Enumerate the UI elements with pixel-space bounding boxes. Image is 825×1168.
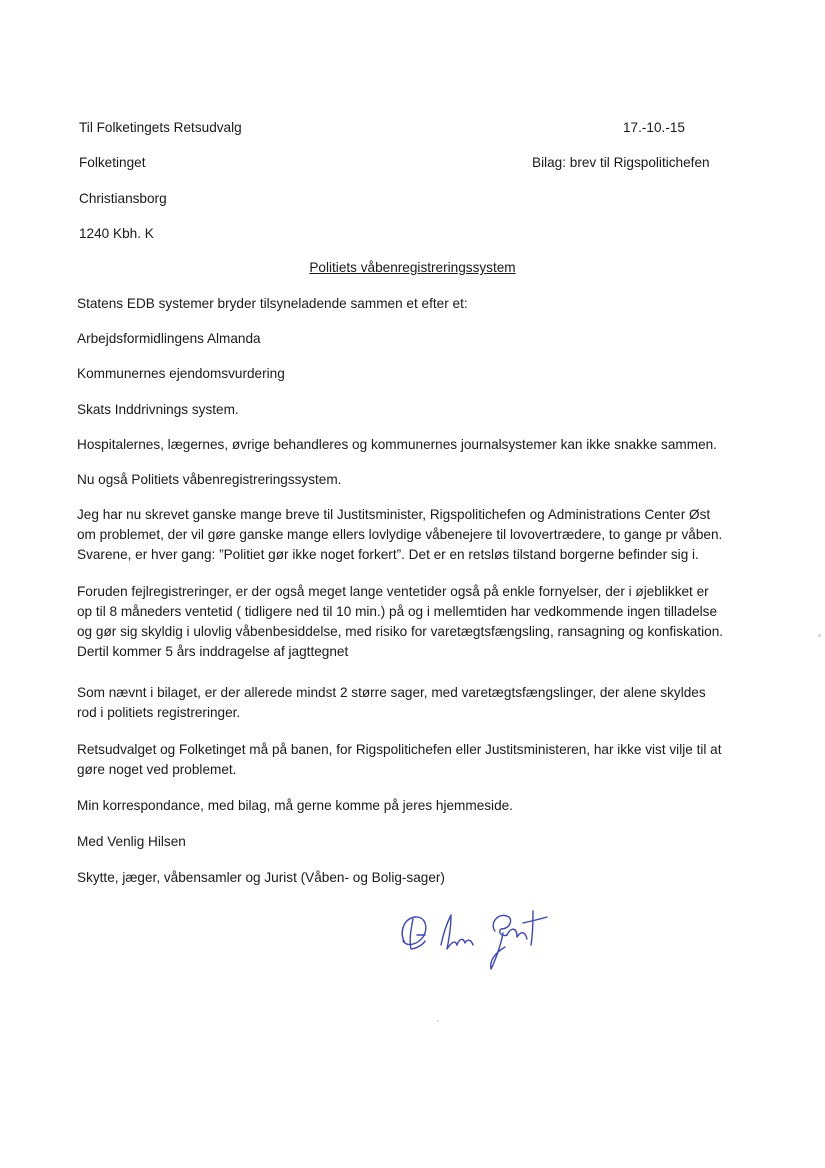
paragraph-3 xyxy=(77,364,757,384)
paragraph-line: gøre noget ved problemet. xyxy=(77,762,237,777)
paragraph-line: Jeg har nu skrevet ganske mange breve til Justitsminister, Rigspolitichefen og Administrations Center Øst xyxy=(77,507,711,522)
paragraph-line: Arbejdsformidlingens Almanda xyxy=(77,331,261,346)
recipient-line-1: Til Folketingets Retsudvalg xyxy=(79,120,242,135)
paragraph-line: op til 8 måneders ventetid ( tidligere ned til 10 min.) på og i mellemtiden har vedkommende ingen tilladelse xyxy=(77,604,718,619)
paragraph-line: Retsudvalget og Folketinget må på banen, for Rigspolitichefen eller Justitsministeren, har ikke vist vilje til at xyxy=(77,742,722,757)
closing-salutation xyxy=(77,832,757,852)
paragraph-line: Nu også Politiets våbenregistreringssystem. xyxy=(77,472,342,487)
sender-title xyxy=(77,868,757,888)
paragraph-line: Kommunernes ejendomsvurdering xyxy=(77,366,285,381)
attachment-note: Bilag: brev til Rigspolitichefen xyxy=(532,155,710,170)
paragraph-10 xyxy=(77,740,757,780)
paragraph-line: Dertil kommer 5 års inddragelse af jagttegnet xyxy=(77,644,349,659)
recipient-line-4: 1240 Kbh. K xyxy=(79,226,154,241)
paragraph-1 xyxy=(77,294,757,314)
closing-line: Med Venlig Hilsen xyxy=(77,834,186,849)
paragraph-line: rod i politiets registreringer. xyxy=(77,705,241,720)
scan-speck xyxy=(818,634,821,637)
paragraph-7 xyxy=(77,505,757,565)
paragraph-6 xyxy=(77,470,757,490)
paragraph-2 xyxy=(77,329,757,349)
letter-subject: Politiets våbenregistreringssystem xyxy=(309,260,516,275)
paragraph-9 xyxy=(77,683,757,723)
paragraph-8 xyxy=(77,582,757,662)
paragraph-line: Statens EDB systemer bryder tilsyneladende sammen et efter et: xyxy=(77,296,468,311)
letter-date: 17.-10.-15 xyxy=(623,120,685,135)
scan-speck xyxy=(437,1020,439,1022)
handwritten-signature xyxy=(395,905,565,975)
recipient-line-3: Christiansborg xyxy=(79,191,167,206)
paragraph-11 xyxy=(77,796,757,816)
paragraph-line: Skats Inddrivnings system. xyxy=(77,402,239,417)
paragraph-4 xyxy=(77,400,757,420)
paragraph-5 xyxy=(77,435,757,455)
paragraph-line: Foruden fejlregistreringer, er der også meget lange ventetider også på enkle fornyelser, der i øjeblikket er xyxy=(77,584,709,599)
paragraph-line: og gør sig skyldig i ulovlig våbenbesiddelse, med risiko for varetægtsfængsling, ransagning og konfiskation. xyxy=(77,624,724,639)
paragraph-line: Min korrespondance, med bilag, må gerne komme på jeres hjemmeside. xyxy=(77,798,513,813)
paragraph-line: Hospitalernes, lægernes, øvrige behandleres og kommunernes journalsystemer kan ikke snakke sammen. xyxy=(77,437,717,452)
paragraph-line: Som nævnt i bilaget, er der allerede mindst 2 større sager, med varetægtsfængslinger, der alene skyldes xyxy=(77,685,706,700)
sender-title-line: Skytte, jæger, våbensamler og Jurist (Våben- og Bolig-sager) xyxy=(77,870,445,885)
paragraph-line: om problemet, der vil gøre ganske mange ellers lovlydige våbenejere til lovovertrædere, to gange pr våben. xyxy=(77,527,723,542)
recipient-line-2: Folketinget xyxy=(79,155,146,170)
paragraph-line: Svarene, er hver gang: ”Politiet gør ikke noget forkert”. Det er en retsløs tilstand borgerne befinder sig i. xyxy=(77,547,699,562)
